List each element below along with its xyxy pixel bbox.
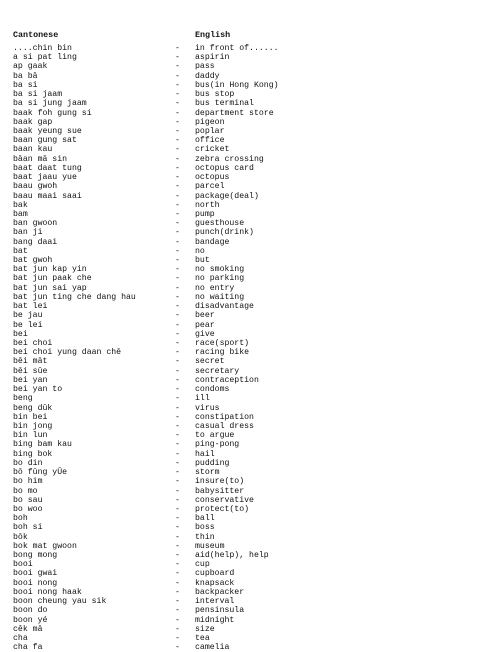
english-term: parcel [195,182,225,192]
english-term: conservative [195,495,254,505]
english-term: but [195,256,210,266]
cantonese-term: bei choi yung daan chē [13,348,122,358]
english-term: aspirin [195,53,230,63]
english-term: thin [195,532,215,542]
cantonese-term: cha [13,634,28,643]
english-term: tea [195,634,210,643]
separator-dash: - [175,560,180,570]
separator-dash: - [175,117,180,127]
separator-dash: - [175,256,180,266]
separator-dash: - [175,514,180,524]
english-term: beer [195,311,215,321]
separator-dash: - [175,431,180,441]
separator-dash: - [175,62,180,72]
separator-dash: - [175,191,180,201]
cantonese-term: bing bok [13,449,53,459]
vocabulary-row [13,210,483,219]
separator-dash: - [175,99,180,109]
english-term: size [195,624,215,634]
vocabulary-row [13,302,483,311]
separator-dash: - [175,643,180,652]
vocabulary-row [13,339,483,348]
english-term: knapsack [195,578,235,588]
vocabulary-row [13,579,483,588]
vocabulary-row [13,588,483,597]
vocabulary-row [13,468,483,477]
cantonese-term: bin lun [13,431,48,441]
vocabulary-row [13,569,483,578]
separator-dash: - [175,237,180,247]
separator-dash: - [175,71,180,81]
cantonese-term: bok mat gwoon [13,541,77,551]
separator-dash: - [175,394,180,404]
cantonese-term: boon yé [13,615,48,625]
cantonese-term: boh si [13,523,43,533]
vocabulary-row [13,357,483,366]
separator-dash: - [175,283,180,293]
cantonese-term: bing bam kau [13,440,72,450]
cantonese-term: baau gwoh [13,182,58,192]
vocabulary-row [13,192,483,201]
english-term: octopus [195,173,230,183]
vocabulary-row [13,440,483,449]
separator-dash: - [175,265,180,275]
separator-dash: - [175,532,180,542]
separator-dash: - [175,440,180,450]
separator-dash: - [175,449,180,459]
english-term: hail [195,449,215,459]
english-term: bandage [195,237,230,247]
cantonese-term: bat jun sai yap [13,283,87,293]
vocabulary-row [13,99,483,108]
separator-dash: - [175,468,180,478]
english-term: secret [195,357,225,367]
vocabulary-row [13,127,483,136]
cantonese-term: bat jun paak che [13,274,92,284]
cantonese-term: bat gwoh [13,256,53,266]
english-term: no smoking [195,265,245,275]
separator-dash: - [175,200,180,210]
english-column-header: English [195,30,231,40]
vocabulary-row [13,321,483,330]
cantonese-term: bak [13,200,28,210]
column-header-row [13,29,483,41]
cantonese-term: ban gwoon [13,219,58,229]
vocabulary-row [13,634,483,643]
cantonese-term: baat jaau yue [13,173,77,183]
vocabulary-row [13,413,483,422]
separator-dash: - [175,246,180,256]
separator-dash: - [175,385,180,395]
vocabulary-row [13,625,483,634]
vocabulary-row [13,551,483,560]
english-term: package(deal) [195,191,259,201]
separator-dash: - [175,274,180,284]
vocabulary-row [13,496,483,505]
cantonese-term: bei yan to [13,385,63,395]
vocabulary-row [13,284,483,293]
english-term: condoms [195,385,230,395]
separator-dash: - [175,412,180,422]
english-term: ping-pong [195,440,240,450]
cantonese-term: cha fa [13,643,43,652]
vocabulary-row [13,44,483,53]
vocabulary-row [13,643,483,652]
cantonese-term: bong mong [13,551,58,561]
separator-dash: - [175,375,180,385]
vocabulary-row [13,256,483,265]
cantonese-term: cēk mā [13,624,43,634]
cantonese-term: bang daai [13,237,58,247]
cantonese-term: bat jun kap yin [13,265,87,275]
english-term: guesthouse [195,219,245,229]
english-term: casual dress [195,421,254,431]
vocabulary-row [13,348,483,357]
english-term: bus stop [195,90,235,100]
vocabulary-row [13,533,483,542]
separator-dash: - [175,209,180,219]
separator-dash: - [175,126,180,136]
cantonese-term: ba bā [13,71,38,81]
vocabulary-row [13,477,483,486]
separator-dash: - [175,90,180,100]
separator-dash: - [175,634,180,643]
separator-dash: - [175,495,180,505]
english-term: secretary [195,366,240,376]
separator-dash: - [175,228,180,238]
vocabulary-row [13,404,483,413]
separator-dash: - [175,486,180,496]
english-term: babysitter [195,486,245,496]
cantonese-term: ap gaak [13,62,48,72]
vocabulary-row [13,606,483,615]
separator-dash: - [175,329,180,339]
english-term: punch(drink) [195,228,254,238]
cantonese-term: bin bei [13,412,48,422]
separator-dash: - [175,366,180,376]
english-term: virus [195,403,220,413]
english-term: insure(to) [195,477,245,487]
cantonese-term: booi nong haak [13,587,82,597]
vocabulary-row [13,394,483,403]
english-term: interval [195,597,235,607]
separator-dash: - [175,504,180,514]
english-term: storm [195,468,220,478]
vocabulary-row [13,228,483,237]
vocabulary-row [13,311,483,320]
separator-dash: - [175,311,180,321]
separator-dash: - [175,154,180,164]
cantonese-term: bei choi [13,339,53,348]
english-term: office [195,136,225,146]
english-term: museum [195,541,225,551]
separator-dash: - [175,80,180,90]
english-term: backpacker [195,587,245,597]
english-term: racing bike [195,348,250,358]
cantonese-term: baak gap [13,117,53,127]
separator-dash: - [175,597,180,607]
english-term: pigeon [195,117,225,127]
cantonese-term: ....chin bin [13,44,72,53]
cantonese-term: bēi māt [13,357,48,367]
cantonese-term: booi [13,560,33,570]
english-term: pudding [195,458,230,468]
english-term: aid(help), help [195,551,269,561]
cantonese-term: bāan mā sin [13,154,68,164]
vocabulary-row [13,173,483,182]
english-term: no parking [195,274,245,284]
vocabulary-row [13,487,483,496]
vocabulary-row [13,330,483,339]
english-term: pensinsula [195,606,245,616]
cantonese-term: booi gwai [13,569,58,579]
cantonese-term: beng dūk [13,403,53,413]
separator-dash: - [175,108,180,118]
vocabulary-row [13,62,483,71]
vocabulary-row [13,293,483,302]
cantonese-term: be lei [13,320,43,330]
separator-dash: - [175,541,180,551]
separator-dash: - [175,624,180,634]
vocabulary-row [13,72,483,81]
separator-dash: - [175,173,180,183]
cantonese-term: bo sau [13,495,43,505]
vocabulary-row [13,155,483,164]
cantonese-term: baan gung sat [13,136,77,146]
cantonese-term: bo woo [13,504,43,514]
vocabulary-row [13,597,483,606]
cantonese-term: bo him [13,477,43,487]
cantonese-term: a si pat ling [13,53,77,63]
vocabulary-row [13,505,483,514]
english-term: midnight [195,615,235,625]
separator-dash: - [175,320,180,330]
cantonese-term: baak yeung sue [13,126,82,136]
vocabulary-row [13,274,483,283]
cantonese-column-header: Cantonese [13,30,59,40]
english-term: north [195,200,220,210]
vocabulary-row [13,367,483,376]
separator-dash: - [175,145,180,155]
english-term: pass [195,62,215,72]
english-term: camelia [195,643,230,652]
cantonese-term: baau maai saai [13,191,82,201]
vocabulary-row [13,182,483,191]
cantonese-term: ba si jaam [13,90,63,100]
separator-dash: - [175,348,180,358]
vocabulary-row [13,514,483,523]
cantonese-term: bam [13,209,28,219]
vocabulary-row [13,219,483,228]
english-term: constipation [195,412,254,422]
cantonese-term: ba si jung jaam [13,99,87,109]
cantonese-term: bo mo [13,486,38,496]
cantonese-term: ban ji [13,228,43,238]
separator-dash: - [175,551,180,561]
separator-dash: - [175,182,180,192]
separator-dash: - [175,219,180,229]
vocabulary-row [13,422,483,431]
separator-dash: - [175,292,180,302]
cantonese-term: bat [13,246,28,256]
cantonese-term: be jau [13,311,43,321]
vocabulary-row [13,450,483,459]
cantonese-term: bat lei [13,302,48,312]
separator-dash: - [175,403,180,413]
cantonese-term: bei [13,329,28,339]
english-term: race(sport) [195,339,250,348]
vocabulary-list [13,44,483,652]
english-term: no waiting [195,292,245,302]
cantonese-term: baat daat tung [13,163,82,173]
english-term: pear [195,320,215,330]
english-term: cup [195,560,210,570]
english-term: poplar [195,126,225,136]
separator-dash: - [175,523,180,533]
cantonese-term: ba si [13,80,38,90]
cantonese-term: bōk [13,532,28,542]
english-term: disadvantage [195,302,254,312]
separator-dash: - [175,569,180,579]
vocabulary-row [13,385,483,394]
cantonese-term: bei yan [13,375,48,385]
separator-dash: - [175,477,180,487]
vocabulary-row [13,53,483,62]
separator-dash: - [175,421,180,431]
english-term: boss [195,523,215,533]
cantonese-term: bēi sūe [13,366,48,376]
cantonese-term: beng [13,394,33,404]
vocabulary-row [13,136,483,145]
vocabulary-row [13,164,483,173]
cantonese-term: baak foh gung si [13,108,92,118]
vocabulary-row [13,542,483,551]
cantonese-term: bin jong [13,421,53,431]
english-term: ill [195,394,210,404]
cantonese-term: bat jun ting che dang hau [13,292,136,302]
cantonese-term: boh [13,514,28,524]
english-term: in front of...... [195,44,279,53]
english-term: protect(to) [195,504,250,514]
separator-dash: - [175,357,180,367]
english-term: cupboard [195,569,235,579]
vocabulary-row [13,431,483,440]
cantonese-term: baan kau [13,145,53,155]
separator-dash: - [175,578,180,588]
separator-dash: - [175,615,180,625]
vocabulary-row [13,616,483,625]
vocabulary-row [13,560,483,569]
cantonese-term: boon cheung yau sik [13,597,107,607]
english-term: cricket [195,145,230,155]
vocabulary-row [13,376,483,385]
cantonese-term: boon do [13,606,48,616]
english-term: ball [195,514,215,524]
vocabulary-row [13,109,483,118]
english-term: to argue [195,431,235,441]
separator-dash: - [175,606,180,616]
separator-dash: - [175,44,180,53]
separator-dash: - [175,136,180,146]
english-term: pump [195,209,215,219]
vocabulary-row [13,247,483,256]
vocabulary-row [13,459,483,468]
vocabulary-row [13,201,483,210]
cantonese-term: bo din [13,458,43,468]
vocabulary-row [13,81,483,90]
english-term: no entry [195,283,235,293]
cantonese-term: booi nong [13,578,58,588]
cantonese-term: bō fūng yŪe [13,468,68,478]
separator-dash: - [175,458,180,468]
english-term: daddy [195,71,220,81]
vocabulary-row [13,145,483,154]
english-term: no [195,246,205,256]
english-term: bus(in Hong Kong) [195,80,279,90]
vocabulary-row [13,118,483,127]
english-term: zebra crossing [195,154,264,164]
separator-dash: - [175,339,180,348]
english-term: give [195,329,215,339]
separator-dash: - [175,302,180,312]
separator-dash: - [175,53,180,63]
vocabulary-row [13,90,483,99]
vocabulary-row [13,523,483,532]
vocabulary-row [13,238,483,247]
separator-dash: - [175,587,180,597]
english-term: contraception [195,375,259,385]
english-term: bus terminal [195,99,254,109]
separator-dash: - [175,163,180,173]
english-term: department store [195,108,274,118]
english-term: octopus card [195,163,254,173]
